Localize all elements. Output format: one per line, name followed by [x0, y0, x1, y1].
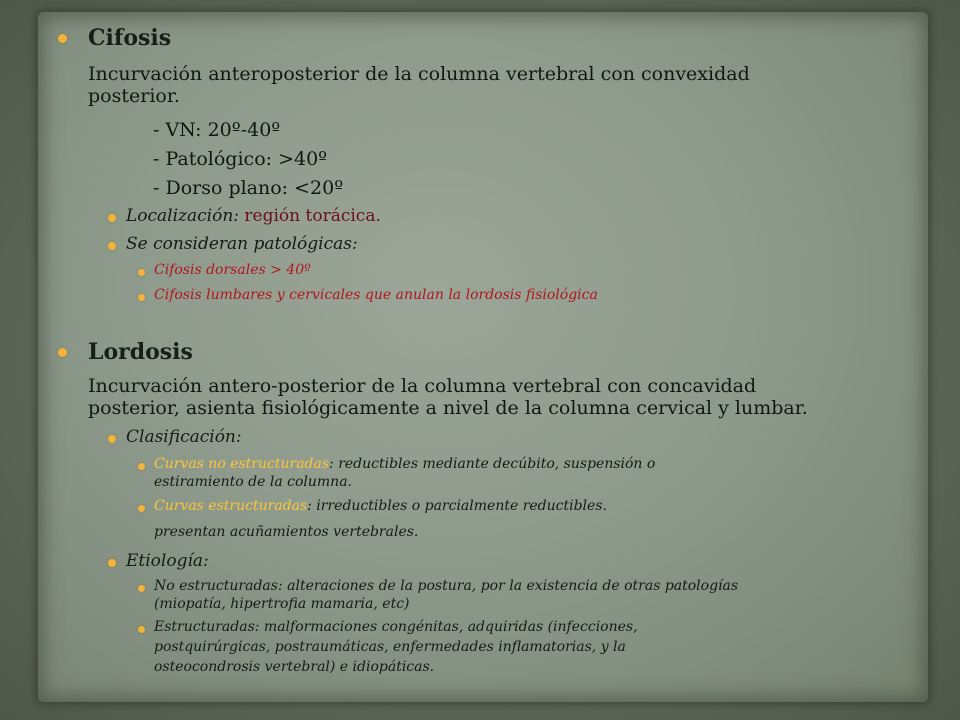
- range-patologico: - Patológico: >40º: [153, 148, 328, 170]
- clasificacion-term: Curvas estructuradas: [154, 498, 308, 514]
- clasificacion-item-2: [154, 498, 607, 515]
- lordosis-definition-line-1: Incurvación antero-posterior de la columna vertebral con concavidad: [88, 375, 757, 397]
- clasificacion-item-1: [154, 456, 655, 473]
- patologicas-item-1: Cifosis dorsales > 40º: [154, 262, 311, 278]
- bullet-icon: [108, 435, 116, 443]
- localizacion-value: región torácica.: [244, 206, 381, 226]
- bullet-icon: [138, 585, 145, 592]
- etiologia-item-1-line-1: No estructuradas: alteraciones de la postura, por la existencia de otras patologías: [154, 578, 739, 594]
- bullet-icon: [108, 559, 116, 567]
- bullet-icon: [138, 626, 145, 633]
- bullet-icon: [138, 269, 145, 276]
- clasificacion-text: : reductibles mediante decúbito, suspensión o: [329, 456, 656, 472]
- etiologia-item-1-line-2: (miopatía, hipertrofia mamaria, etc): [154, 596, 410, 612]
- bullet-icon: [108, 242, 116, 250]
- bullet-icon: [108, 214, 116, 222]
- section-title-lordosis: Lordosis: [88, 339, 193, 365]
- section-title-cifosis: Cifosis: [88, 25, 172, 51]
- bullet-icon: [58, 348, 67, 357]
- lordosis-definition-line-2: posterior, asienta fisiológicamente a nivel de la columna cervical y lumbar.: [88, 397, 808, 419]
- range-dorso-plano: - Dorso plano: <20º: [153, 177, 344, 199]
- bullet-icon: [138, 294, 145, 301]
- localizacion-row: [126, 206, 381, 226]
- localizacion-label: Localización:: [126, 206, 245, 226]
- cifosis-definition-line-1: Incurvación anteroposterior de la columna vertebral con convexidad: [88, 63, 750, 85]
- etiologia-item-2-line-1: Estructuradas: malformaciones congénitas, adquiridas (infecciones,: [154, 619, 638, 635]
- clasificacion-item-2-cont: presentan acuñamientos vertebrales.: [154, 524, 419, 540]
- patologicas-label: Se consideran patológicas:: [126, 234, 358, 254]
- clasificacion-item-1-cont: estiramiento de la columna.: [154, 474, 352, 490]
- clasificacion-text: : irreductibles o parcialmente reductibles.: [307, 498, 607, 514]
- bullet-icon: [138, 463, 145, 470]
- patologicas-item-2: Cifosis lumbares y cervicales que anulan la lordosis fisiológica: [154, 287, 598, 303]
- bullet-icon: [58, 34, 67, 43]
- clasificacion-term: Curvas no estructuradas: [154, 456, 330, 472]
- bullet-icon: [138, 505, 145, 512]
- range-vn: - VN: 20º-40º: [153, 119, 281, 141]
- etiologia-label: Etiología:: [126, 551, 209, 571]
- clasificacion-label: Clasificación:: [126, 427, 242, 447]
- slide-content: [58, 22, 918, 702]
- etiologia-item-2-line-3: osteocondrosis vertebral) e idiopáticas.: [154, 659, 435, 675]
- cifosis-definition-line-2: posterior.: [88, 85, 180, 107]
- etiologia-item-2-line-2: postquirúrgicas, postraumáticas, enfermedades inflamatorias, y la: [154, 639, 626, 655]
